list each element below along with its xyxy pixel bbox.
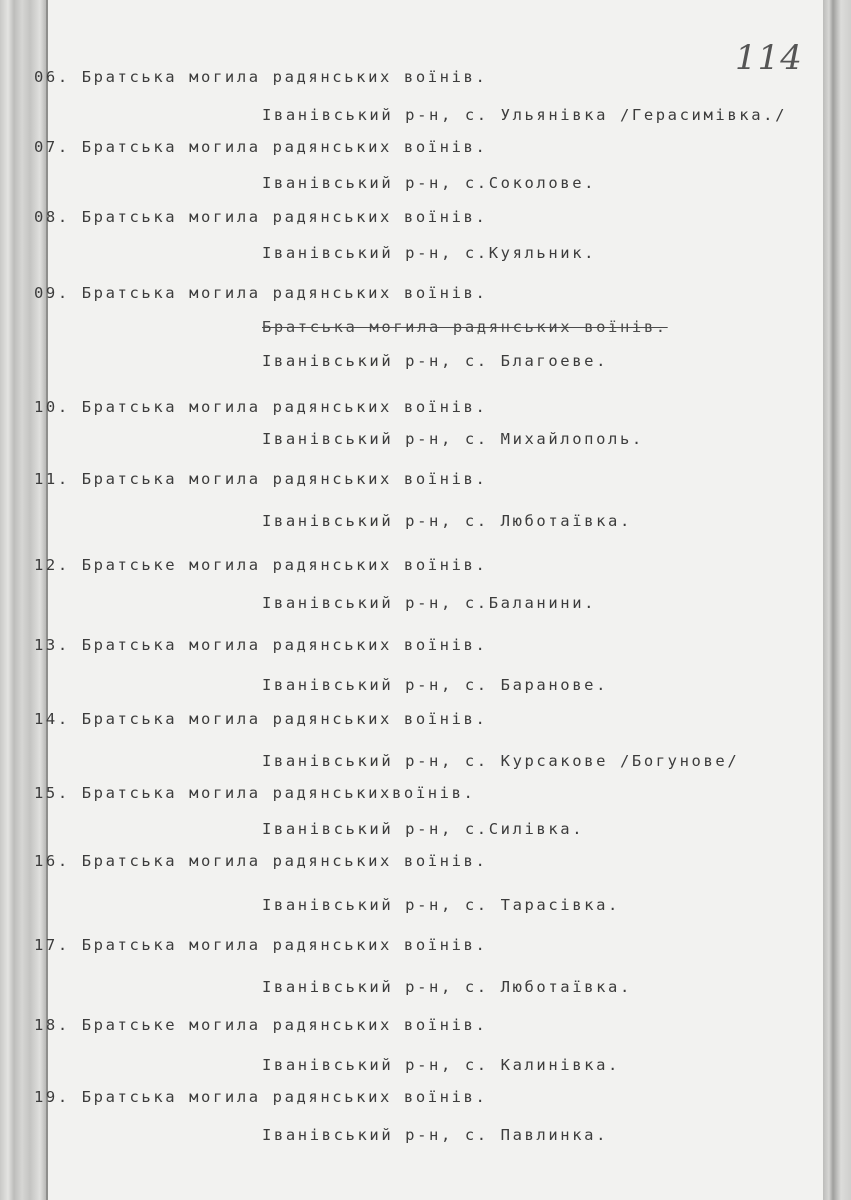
entry-title: 17. Братська могила радянських воїнів. (34, 936, 488, 954)
entry-title: 19. Братська могила радянських воїнів. (34, 1088, 488, 1106)
entry-title: 16. Братська могила радянських воїнів. (34, 852, 488, 870)
entry-title: 15. Братська могила радянськихвоїнів. (34, 784, 476, 802)
entry-title: 08. Братська могила радянських воїнів. (34, 208, 488, 226)
entry-title: 11. Братська могила радянських воїнів. (34, 470, 488, 488)
entry-title: 06. Братська могила радянських воїнів. (34, 68, 488, 86)
entry-location: Іванівський р-н, с. Тарасівка. (262, 896, 620, 914)
entry-title: 13. Братська могила радянських воїнів. (34, 636, 488, 654)
page-edge (823, 0, 851, 1200)
entry-location: Іванівський р-н, с.Соколове. (262, 174, 597, 192)
entry-title: 07. Братська могила радянських воїнів. (34, 138, 488, 156)
entry-location: Іванівський р-н, с. Михайлополь. (262, 430, 644, 448)
entry-location: Іванівський р-н, с. Ульянівка /Герасимівка./ (262, 106, 787, 124)
entry-location: Іванівський р-н, с. Курсакове /Богунове/ (262, 752, 740, 770)
entry-location: Іванівський р-н, с. Павлинка. (262, 1126, 609, 1144)
entry-location: Іванівський р-н, с.Силівка. (262, 820, 585, 838)
entry-location: Іванівський р-н, с. Люботаївка. (262, 512, 632, 530)
struck-through-line: Братська могила радянських воїнів. (262, 318, 668, 336)
folio-number: 114 (735, 38, 803, 78)
entry-location: Іванівський р-н, с. Баранове. (262, 676, 609, 694)
entry-location: Іванівський р-н, с.Баланини. (262, 594, 597, 612)
entry-title: 18. Братське могила радянських воїнів. (34, 1016, 488, 1034)
entry-location: Іванівський р-н, с. Люботаївка. (262, 978, 632, 996)
entry-title: 14. Братська могила радянських воїнів. (34, 710, 488, 728)
entry-location: Іванівський р-н, с. Благоеве. (262, 352, 609, 370)
entry-location: Іванівський р-н, с. Калинівка. (262, 1056, 620, 1074)
entry-title: 09. Братська могила радянських воїнів. (34, 284, 488, 302)
entry-location: Іванівський р-н, с.Куяльник. (262, 244, 597, 262)
entry-title: 12. Братське могила радянських воїнів. (34, 556, 488, 574)
entry-title: 10. Братська могила радянських воїнів. (34, 398, 488, 416)
